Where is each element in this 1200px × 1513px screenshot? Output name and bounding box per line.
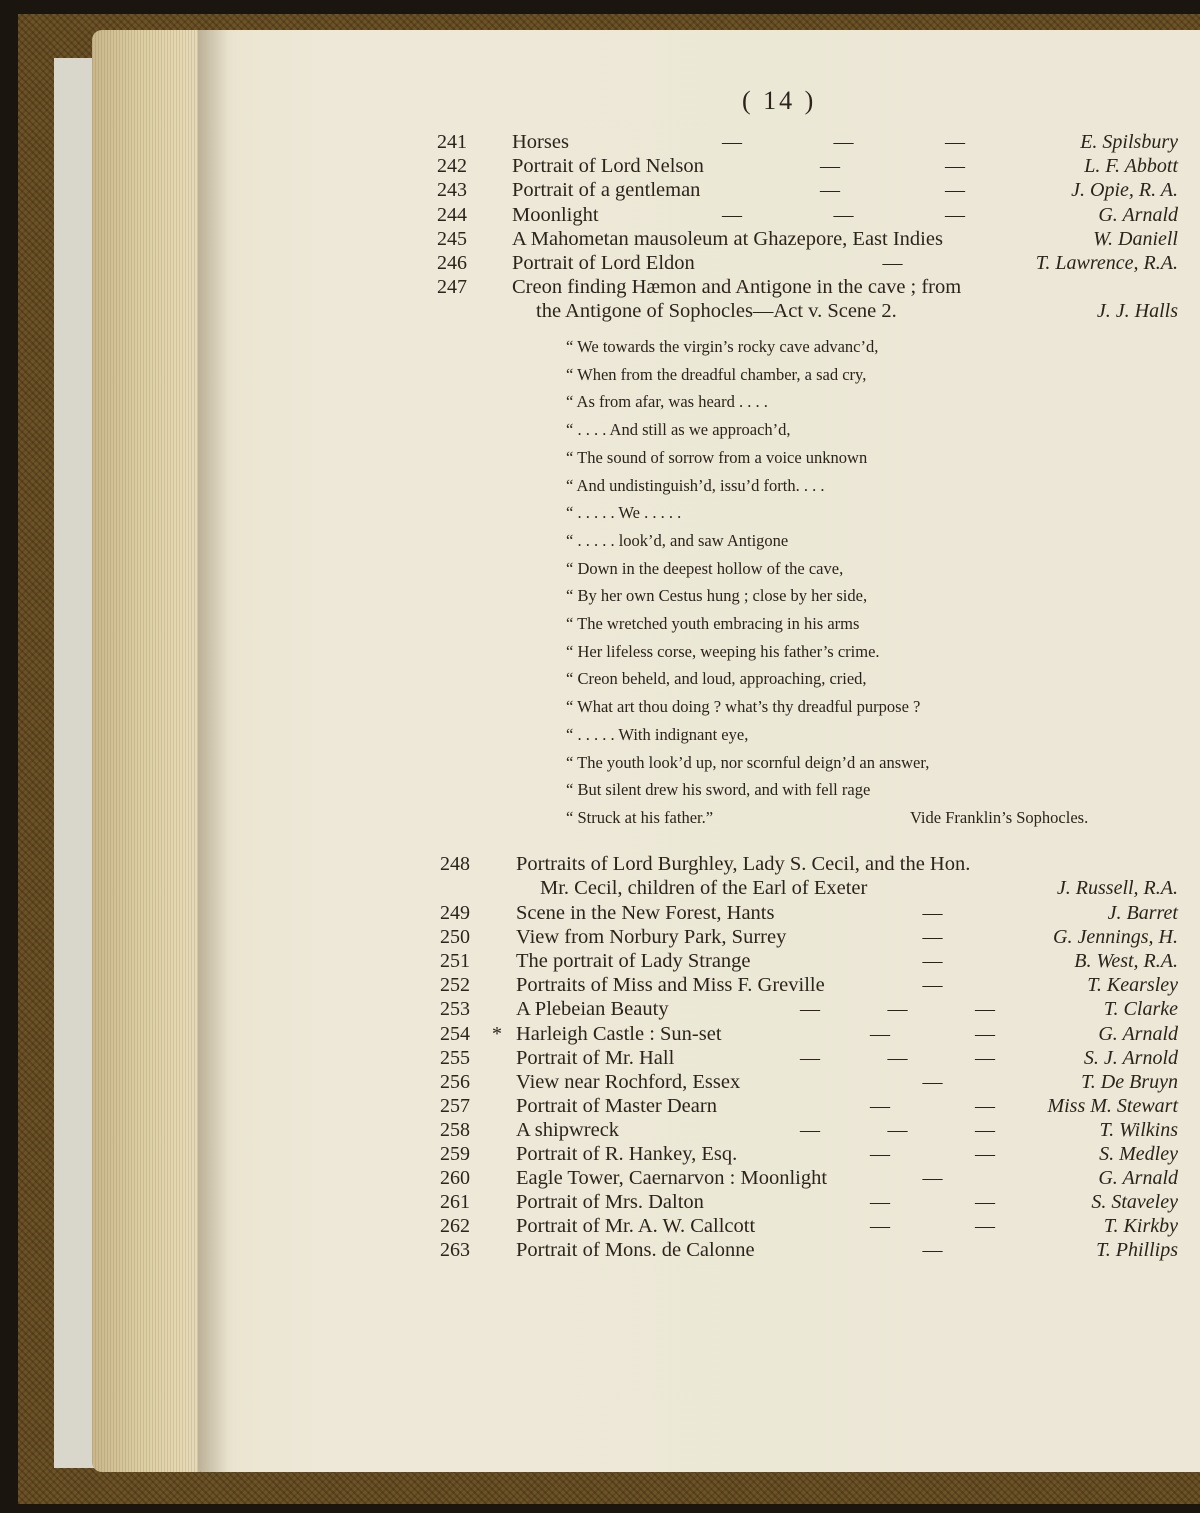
entry-title: Moonlight [512, 203, 599, 226]
entry-title: Scene in the New Forest, Hants [516, 902, 775, 924]
entry-title: Portrait of Mr. Hall [516, 1046, 675, 1069]
entry-title: A shipwreck [516, 1118, 620, 1141]
entry-artist: T. Kirkby [1103, 1215, 1178, 1238]
verse-line: “ By her own Cestus hung ; close by her side, [566, 586, 868, 606]
entry-title: Portrait of Lord Nelson [512, 155, 704, 178]
entry-artist: G. Arnald [1098, 1022, 1178, 1045]
entry-title-continuation: the Antigone of Sophocles—Act v. Scene 2. [536, 300, 897, 323]
entry-number: 262 [440, 1215, 470, 1238]
verse-line: “ . . . . . We . . . . . [566, 503, 682, 523]
entry-number: 245 [437, 227, 467, 250]
entry-separator-dash: — [975, 1046, 995, 1069]
entry-separator-dash: — [922, 926, 943, 949]
entry-artist: Miss M. Stewart [1047, 1094, 1178, 1117]
entry-title: Portrait of Mrs. Dalton [516, 1191, 704, 1214]
entry-artist: S. J. Arnold [1083, 1046, 1178, 1069]
entry-title: Portrait of a gentleman [512, 179, 701, 202]
verse-line: “ Her lifeless corse, weeping his father’s crime. [566, 641, 880, 661]
entry-separator-dash: — [945, 131, 965, 153]
entry-artist: W. Daniell [1093, 227, 1178, 250]
verse-line: “ As from afar, was heard . . . . [566, 392, 768, 412]
entry-separator-dash: — [800, 1046, 820, 1069]
entry-artist: T. Phillips [1096, 1239, 1178, 1262]
entry-title: Portrait of Lord Eldon [512, 252, 695, 274]
entry-separator-dash: — [870, 1191, 890, 1214]
entry-separator-dash: — [922, 902, 943, 924]
entry-separator-dash: — [975, 1094, 995, 1117]
entry-number: 259 [440, 1143, 470, 1165]
verse-line: “ The wretched youth embracing in his arms [566, 614, 860, 633]
page-number: ( 14 ) [742, 86, 817, 115]
entry-title: A Mahometan mausoleum at Ghazepore, East Indies [512, 227, 943, 250]
entry-separator-dash: — [922, 1070, 943, 1093]
entry-separator-dash: — [870, 1022, 890, 1045]
entry-number: 247 [437, 276, 467, 299]
entry-number: 243 [437, 179, 467, 202]
entry-artist: G. Arnald [1098, 1167, 1178, 1190]
entry-separator-dash: — [922, 1239, 943, 1262]
entry-separator-dash: — [975, 1191, 995, 1214]
entry-separator-dash: — [975, 1022, 995, 1045]
verse-line: “ Creon beheld, and loud, approaching, cried, [566, 669, 867, 689]
entry-separator-dash: — [975, 1118, 995, 1141]
entry-title: Portraits of Lord Burghley, Lady S. Cecil, and the Hon. [516, 853, 971, 875]
entry-number: 246 [437, 252, 467, 274]
entry-separator-dash: — [722, 131, 742, 153]
entry-number: 244 [437, 203, 467, 226]
entry-title: The portrait of Lady Strange [516, 950, 751, 973]
entry-number: 251 [440, 950, 470, 973]
entry-separator-dash: — [800, 998, 820, 1021]
verse-line: “ And undistinguish’d, issu’d forth. . . . [566, 475, 825, 495]
entry-separator-dash: — [945, 179, 965, 202]
entry-artist: T. Kearsley [1087, 974, 1178, 997]
entry-artist: T. Wilkins [1099, 1118, 1178, 1141]
entry-separator-dash: — [833, 131, 854, 153]
entry-title: A Plebeian Beauty [516, 998, 669, 1021]
verse-reference: Vide Franklin’s Sophocles. [910, 807, 1089, 827]
entry-artist: B. West, R.A. [1074, 950, 1178, 973]
entry-separator-dash: — [945, 203, 965, 226]
entry-title: Horses [512, 131, 569, 153]
entry-separator-dash: — [975, 998, 995, 1021]
entry-separator-dash: — [887, 1046, 908, 1069]
entry-separator-dash: — [922, 974, 943, 997]
entry-number: 260 [440, 1167, 470, 1190]
entry-number: 256 [440, 1070, 470, 1093]
entry-separator-dash: — [975, 1143, 995, 1165]
entry-artist: J. J. Halls [1096, 300, 1178, 323]
verse-line: “ Down in the deepest hollow of the cave, [566, 558, 844, 578]
entry-title: Eagle Tower, Caernarvon : Moonlight [516, 1167, 828, 1190]
entry-number: 258 [440, 1118, 470, 1141]
entry-title: Portraits of Miss and Miss F. Greville [516, 974, 825, 997]
entry-number: 255 [440, 1046, 470, 1069]
verse-line: “ . . . . . With indignant eye, [566, 724, 749, 744]
entry-title: Harleigh Castle : Sun-set [516, 1022, 722, 1045]
entry-artist: S. Staveley [1091, 1191, 1178, 1214]
asterisk-mark: * [492, 1022, 502, 1045]
entry-title: View near Rochford, Essex [516, 1070, 741, 1093]
entry-artist: S. Medley [1099, 1143, 1178, 1165]
entry-separator-dash: — [833, 203, 854, 226]
page-edges [92, 30, 210, 1472]
entry-separator-dash: — [922, 1167, 943, 1190]
entry-separator-dash: — [975, 1215, 995, 1238]
verse-line: “ What art thou doing ? what’s thy dreadful purpose ? [566, 697, 921, 717]
entry-separator-dash: — [870, 1094, 890, 1117]
entry-separator-dash: — [870, 1143, 890, 1165]
entry-separator-dash: — [882, 252, 903, 274]
entry-number: 241 [437, 131, 467, 153]
entry-artist: T. Clarke [1103, 998, 1178, 1021]
entry-separator-dash: — [722, 203, 742, 226]
entry-number: 252 [440, 974, 470, 997]
entry-number: 257 [440, 1094, 470, 1117]
verse-line: “ The sound of sorrow from a voice unknown [566, 447, 868, 467]
entry-separator-dash: — [820, 179, 840, 202]
entry-title: Portrait of Master Dearn [516, 1094, 717, 1117]
gutter-shadow [198, 30, 228, 1472]
entry-number: 250 [440, 926, 470, 949]
entry-separator-dash: — [945, 155, 965, 178]
entry-title: Creon finding Hæmon and Antigone in the cave ; from [512, 276, 962, 299]
verse-line: “ When from the dreadful chamber, a sad cry, [566, 364, 867, 384]
entry-number: 253 [440, 998, 470, 1021]
entry-artist: J. Barret [1107, 902, 1178, 924]
entry-number: 242 [437, 155, 467, 178]
entry-title: View from Norbury Park, Surrey [516, 926, 787, 949]
entry-number: 263 [440, 1239, 470, 1262]
entry-title: Portrait of R. Hankey, Esq. [516, 1143, 738, 1165]
entry-artist: E. Spilsbury [1080, 131, 1178, 153]
verse-line: “ We towards the virgin’s rocky cave advanc’d, [566, 337, 879, 356]
verse-line: “ The youth look’d up, nor scornful deign’d an answer, [566, 752, 930, 772]
entry-artist: L. F. Abbott [1084, 155, 1178, 178]
entry-separator-dash: — [820, 155, 840, 178]
verse-line: “ But silent drew his sword, and with fell rage [566, 780, 871, 800]
entry-artist: T. Lawrence, R.A. [1035, 252, 1178, 274]
entry-separator-dash: — [922, 950, 943, 973]
entry-artist: G. Jennings, H. [1053, 926, 1178, 949]
entry-artist: J. Russell, R.A. [1056, 877, 1178, 899]
entry-separator-dash: — [887, 998, 908, 1021]
entry-title: Portrait of Mr. A. W. Callcott [516, 1215, 756, 1238]
entry-separator-dash: — [887, 1118, 908, 1141]
verse-line: “ Struck at his father.” [566, 807, 714, 827]
entry-title-continuation: Mr. Cecil, children of the Earl of Exeter [540, 877, 868, 899]
entry-separator-dash: — [800, 1118, 820, 1141]
entry-artist: G. Arnald [1098, 203, 1178, 226]
entry-separator-dash: — [870, 1215, 890, 1238]
entry-number: 248 [440, 853, 470, 875]
entry-number: 261 [440, 1191, 470, 1214]
entry-number: 254 [440, 1022, 470, 1045]
verse-line: “ . . . . . look’d, and saw Antigone [566, 530, 789, 550]
entry-artist: T. De Bruyn [1081, 1070, 1178, 1093]
entry-artist: J. Opie, R. A. [1071, 179, 1178, 202]
entry-title: Portrait of Mons. de Calonne [516, 1239, 755, 1262]
entry-number: 249 [440, 902, 470, 924]
verse-line: “ . . . . And still as we approach’d, [566, 420, 791, 440]
